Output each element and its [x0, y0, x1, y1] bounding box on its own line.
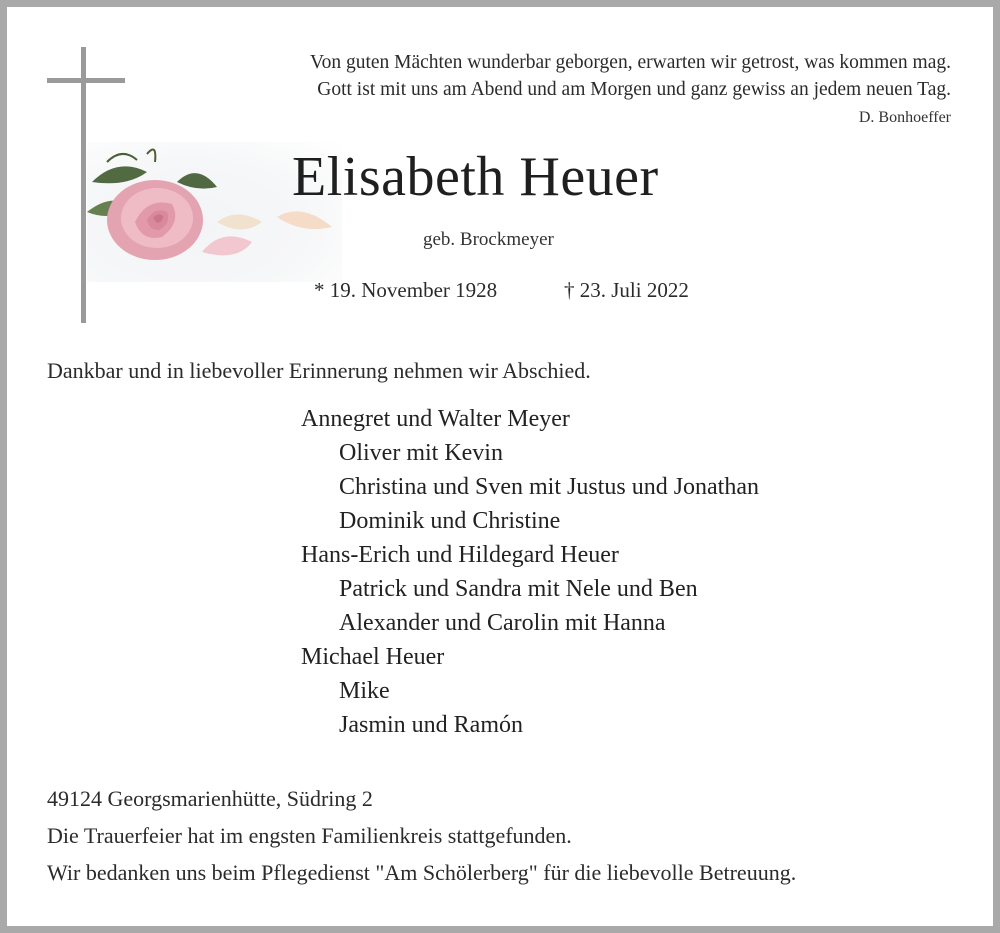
motto-line-2: Gott ist mit uns am Abend und am Morgen und ganz gewiss an jedem neuen Tag. — [317, 79, 951, 100]
ceremony-note: Die Trauerfeier hat im engsten Familienkreis stattgefunden. — [47, 823, 572, 848]
family-member: Annegret und Walter Meyer — [301, 406, 570, 432]
motto-author: D. Bonhoeffer — [858, 109, 951, 126]
family-member: Patrick und Sandra mit Nele und Ben — [339, 576, 698, 602]
family-member: Christina und Sven mit Justus und Jonathan — [339, 474, 759, 500]
footer — [47, 780, 796, 891]
cross-vertical-bar — [81, 47, 86, 323]
motto-line-1: Von guten Mächten wunderbar geborgen, erwarten wir getrost, was kommen mag. — [310, 52, 951, 73]
family-member: Michael Heuer — [301, 644, 445, 670]
family-member: Oliver mit Kevin — [339, 440, 503, 466]
family-list — [301, 402, 759, 742]
deceased-name: Elisabeth Heuer — [292, 146, 659, 208]
motto-quote — [310, 49, 951, 103]
family-member: Hans-Erich und Hildegard Heuer — [301, 542, 619, 568]
family-member: Dominik und Christine — [339, 508, 561, 534]
born-name: geb. Brockmeyer — [423, 229, 554, 250]
family-member: Alexander und Carolin mit Hanna — [339, 610, 666, 636]
family-member: Mike — [339, 678, 390, 704]
cross-horizontal-bar — [47, 78, 125, 83]
address: 49124 Georgsmarienhütte, Südring 2 — [47, 786, 373, 811]
acknowledgement-note: Wir bedanken uns beim Pflegedienst "Am Schölerberg" für die liebevolle Betreuung. — [47, 860, 797, 885]
birth-date: * 19. November 1928 — [314, 278, 498, 302]
death-date: † 23. Juli 2022 — [564, 278, 689, 302]
family-member: Jasmin und Ramón — [339, 712, 523, 738]
farewell-text: Dankbar und in liebevoller Erinnerung nehmen wir Abschied. — [47, 358, 591, 383]
